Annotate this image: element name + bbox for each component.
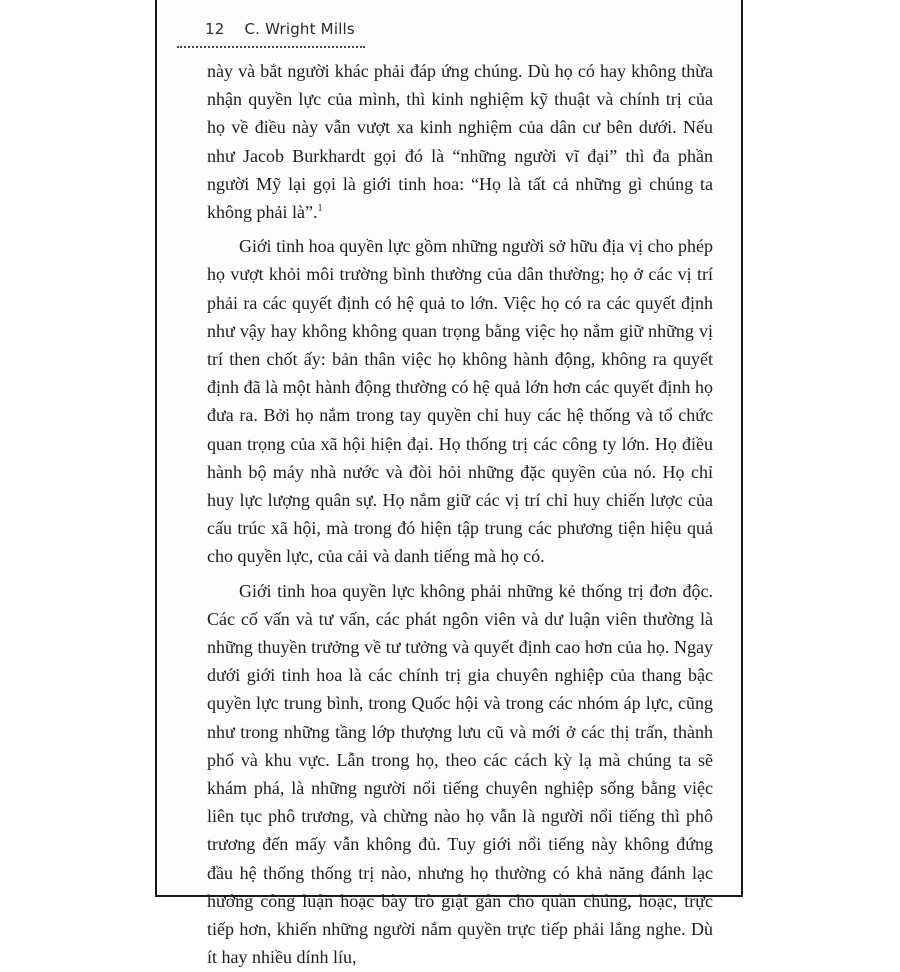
running-head [205,20,355,42]
paragraph-1 [207,57,713,226]
paragraph-text: này và bắt người khác phải đáp ứng chúng. Dù họ có hay không thừa nhận quyền lực của mình, thì kinh nghiệm kỹ thuật và chính trị của họ về điều này vẫn vượt xa kinh nghiệm của dân cư bên dưới. Nếu như Jacob Burkhardt gọi đó là “những người vĩ đại” thì đa phần người Mỹ lại gọi là giới tinh hoa: “Họ là tất cả những gì chúng ta không phải là”. [207,61,713,223]
paragraph-3: Giới tinh hoa quyền lực không phải những kẻ thống trị đơn độc. Các cố vấn và tư vấn, các phát ngôn viên và dư luận viên thường là những thuyền trưởng về tư tưởng và quyết định cao hơn của họ. Ngay dưới giới tinh hoa là các chính trị gia chuyên nghiệp của thang bậc quyền lực trung bình, trong Quốc hội và trong các nhóm áp lực, cũng như trong những tầng lớp thượng lưu cũ và mới ở các thị trấn, thành phố và khu vực. Lẫn trong họ, theo các cách kỳ lạ mà chúng ta sẽ khám phá, là những người nổi tiếng chuyên nghiệp sống bằng việc liên tục phô trương, và chừng nào họ vẫn là người nổi tiếng thì phô trương đến mấy vẫn không đủ. Tuy giới nổi tiếng này không đứng đầu hệ thống thống trị nào, nhưng họ thường có khả năng đánh lạc hướng công luận hoặc bày trò giật gân cho quần chúng, hoặc, trực tiếp hơn, khiến những người nắm quyền trực tiếp phải lắng nghe. Dù ít hay nhiều dính líu, [207,580,713,968]
book-page [155,0,743,968]
header-dotted-rule [177,46,365,48]
page-number: 12 [205,20,225,38]
body-text [207,57,713,972]
paragraph-2: Giới tinh hoa quyền lực gồm những người sở hữu địa vị cho phép họ vượt khỏi môi trường bình thường của dân thường; họ ở các vị trí phải ra các quyết định có hệ quả to lớn. Việc họ có ra các quyết định như vậy hay không không quan trọng bằng việc họ nắm giữ những vị trí then chốt ấy: bản thân việc họ không hành động, không ra quyết định đã là một hành động thường có hệ quả lớn hơn các quyết định họ đưa ra. Bởi họ nắm trong tay quyền chỉ huy các hệ thống và tổ chức quan trọng của xã hội hiện đại. Họ thống trị các công ty lớn. Họ điều hành bộ máy nhà nước và đòi hỏi những đặc quyền của nó. Họ chỉ huy lực lượng quân sự. Họ nắm giữ các vị trí chỉ huy chiến lược của cấu trúc xã hội, mà trong đó hiện tập trung các phương tiện hiệu quả cho quyền lực, của cải và danh tiếng mà họ có. [207,236,713,567]
footnote-marker: 1 [317,203,323,215]
running-title: C. Wright Mills [244,20,355,38]
